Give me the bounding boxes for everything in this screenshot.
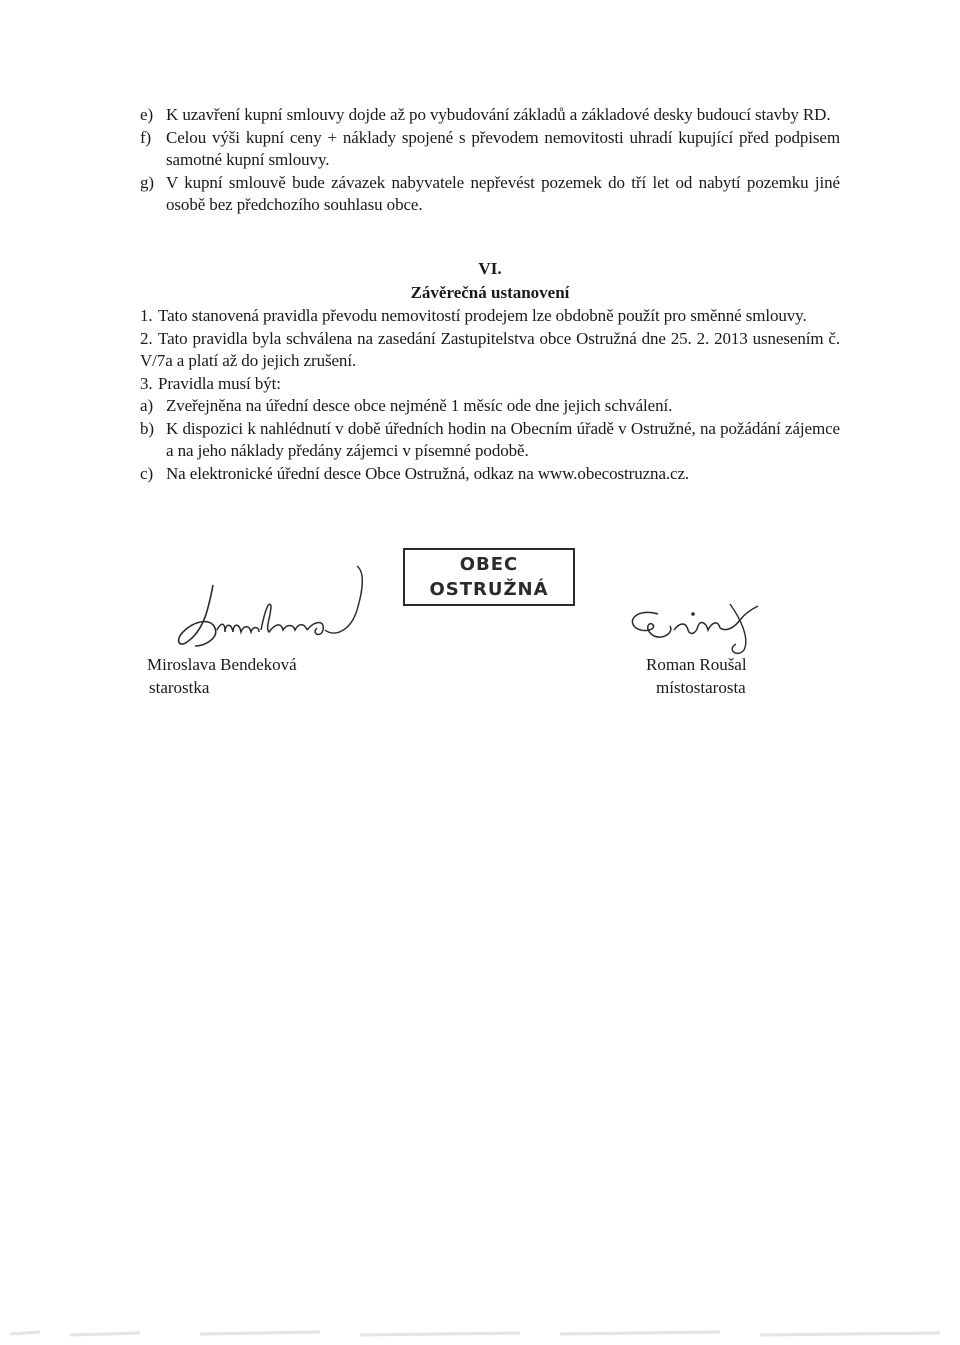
stamp-line-1: OBEC [459,554,519,575]
clause-text: V kupní smlouvě bude závazek nabyvatele nepřevést pozemek do tří let od nabytí pozemku jiné osobě bez předchozího souhlasu obce. [166,172,840,214]
municipal-stamp [403,548,575,606]
clause-g [140,172,840,217]
sub-item-marker: b) [140,418,154,438]
provision-1 [140,305,840,328]
provision-text: Tato pravidla byla schválena na zasedání Zastupitelstva obce Ostružná dne 25. 2. 2013 usnesením č. V/7a a platí až do jejich zrušení. [140,328,840,370]
final-provisions [140,305,840,485]
sub-item-marker: c) [140,463,154,483]
clause-text: K uzavření kupní smlouvy dojde až po vybudování základů a základové desky budoucí stavby RD. [166,105,831,124]
section-number: VI. [478,259,502,278]
sub-item-b [140,418,840,463]
sub-item-marker: a) [140,396,154,415]
clauses-top [140,104,840,217]
provision-3 [140,373,840,396]
signatory-role-right: místostarosta [656,678,746,697]
clause-marker: f) [140,127,152,147]
sub-item-text: Na elektronické úřední desce Obce Ostružná, odkaz na www.obecostruzna.cz. [166,463,690,483]
deputy-mayor-signature [618,598,768,660]
clause-marker: e) [140,105,154,124]
mayor-signature [165,560,375,660]
stamp-line-2: OSTRUŽNÁ [429,579,549,600]
clause-marker: g) [140,172,154,192]
sub-item-a [140,395,840,418]
sub-item-text: K dispozici k nahlédnutí v době úředních hodin na Obecním úřadě v Ostružné, na požádání zájemce a na jeho náklady předány zájemci v písemné podobě. [166,418,840,460]
signatory-role-left: starostka [149,678,210,697]
sub-item-c [140,463,840,486]
provision-marker: 2. [140,328,153,348]
provision-2 [140,328,840,373]
clause-f [140,127,840,172]
clause-text: Celou výši kupní ceny + náklady spojené s převodem nemovitosti uhradí kupující před podpisem samotné kupní smlouvy. [166,127,840,169]
scan-edge-artifact [0,1320,960,1345]
signatory-name-left: Miroslava Bendeková [147,655,297,674]
provision-text: Tato stanovená pravidla převodu nemovitostí prodejem lze obdobně použít pro směnné smlouvy. [158,306,807,325]
clause-e [140,104,840,127]
provision-marker: 1. [140,306,153,325]
provision-text: Pravidla musí být: [158,373,281,393]
provision-marker: 3. [140,373,153,393]
sub-item-text: Zveřejněna na úřední desce obce nejméně 1 měsíc ode dne jejich schválení. [166,396,673,415]
section-title: Závěrečná ustanovení [410,283,570,302]
signatory-name-right: Roman Roušal [646,655,747,674]
